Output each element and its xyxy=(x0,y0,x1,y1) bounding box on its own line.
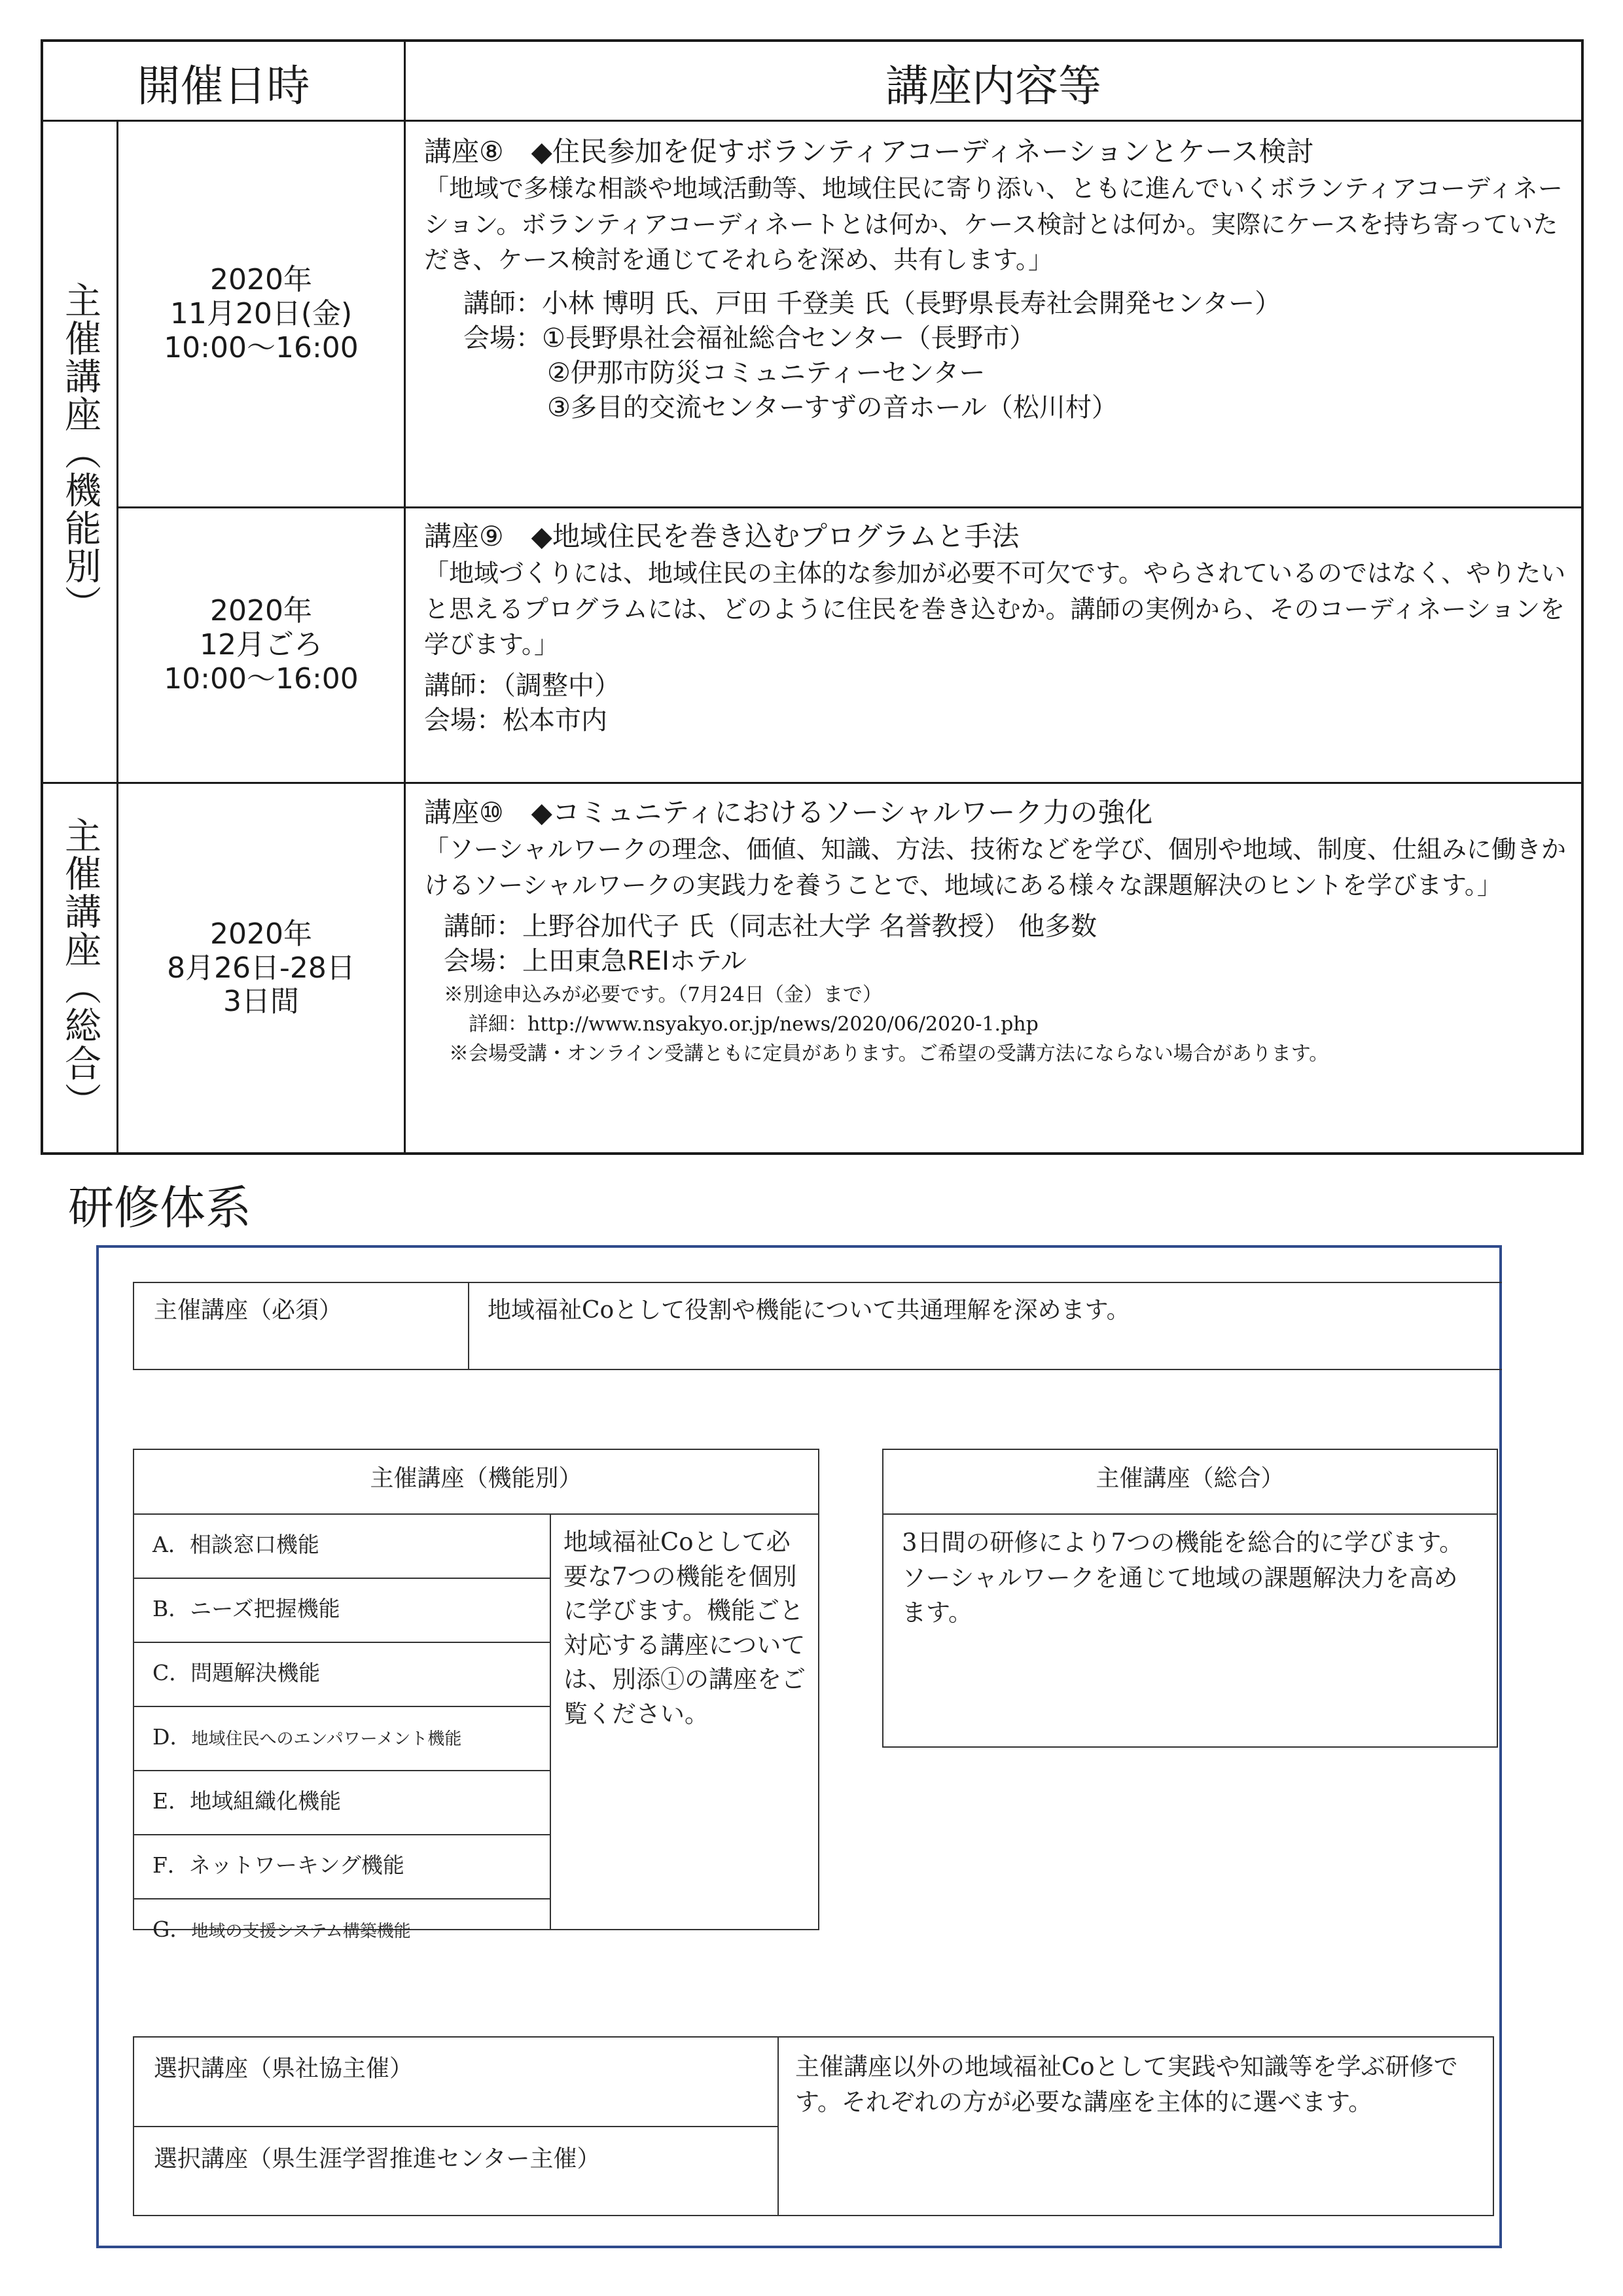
function-item-d xyxy=(152,1720,461,1751)
function-item-c xyxy=(152,1656,320,1687)
function-item-e xyxy=(152,1784,341,1815)
general-box xyxy=(882,1449,1498,1748)
function-name: 地域組織化機能 xyxy=(190,1788,342,1814)
elective-column-divider xyxy=(777,2038,779,2215)
row-2-date xyxy=(118,508,404,782)
row-1-date xyxy=(118,122,404,506)
row-2-description: 「地域づくりには、地域住民の主体的な参加が必要不可欠です。やらされているのではなく、やりたいと思えるプログラムには、どのように住民を巻き込むか。講師の実例から、そのコーディネーションを学びます。」 xyxy=(424,559,1566,660)
row-3-venue: 会場：上田東急REIホテル xyxy=(444,945,747,976)
row-3-note-2[interactable]: 詳細：http://www.nsyakyo.or.jp/news/2020/06/2020-1.php xyxy=(469,1012,1039,1036)
function-divider-3 xyxy=(134,1706,550,1707)
required-row xyxy=(133,1282,1502,1370)
general-label: 主催講座（総合） xyxy=(1096,1465,1285,1492)
row-1-content xyxy=(424,133,1571,425)
function-name: 相談窓口機能 xyxy=(189,1532,319,1557)
function-divider-1 xyxy=(134,1578,550,1579)
general-header-divider xyxy=(883,1513,1497,1515)
function-divider-4 xyxy=(134,1770,550,1771)
function-divider-6 xyxy=(134,1898,550,1899)
header-content: 講座内容等 xyxy=(885,61,1101,111)
row-3-day: 8月26日-28日 xyxy=(167,951,355,985)
function-name: 地域住民へのエンパワーメント機能 xyxy=(191,1729,462,1749)
by-function-column-divider xyxy=(550,1513,551,1929)
required-divider xyxy=(468,1283,469,1369)
row-2-venue: 会場：松本市内 xyxy=(424,705,607,736)
row-3-description: 「ソーシャルワークの理念、価値、知識、方法、技術などを学び、個別や地域、制度、仕組みに働きかけるソーシャルワークの実践力を養うことで、地域にある様々な課題解決のヒントを学びます。」 xyxy=(424,835,1566,900)
function-name: ネットワーキング機能 xyxy=(188,1852,404,1878)
by-function-box xyxy=(133,1449,819,1942)
function-name: 地域の支援システム構築機能 xyxy=(191,1922,411,1941)
row-2-title: 講座⑨ ◆地域住民を巻き込むプログラムと手法 xyxy=(424,520,1020,552)
function-name: 問題解決機能 xyxy=(190,1660,321,1686)
row-2-time: 10:00〜16:00 xyxy=(164,662,359,696)
function-item-b xyxy=(152,1592,340,1623)
by-function-description: 地域福祉Coとして必要な7つの機能を個別に学びます。機能ごと対応する講座については、別添①の講座をご覧ください。 xyxy=(563,1528,806,1728)
row-1-lecturer: 講師：小林 博明 氏、戸田 千登美 氏（長野県長寿社会開発センター） xyxy=(463,289,1281,319)
row-3-year: 2020年 xyxy=(210,917,312,951)
row-3-lecturer: 講師：上野谷加代子 氏（同志社大学 名誉教授） 他多数 xyxy=(444,911,1097,942)
function-letter: E． xyxy=(152,1788,190,1814)
elective-row-divider xyxy=(134,2126,777,2127)
function-item-a xyxy=(152,1528,319,1559)
elective-label-2: 選択講座（県生涯学習推進センター主催） xyxy=(154,2146,601,2172)
row-2-year: 2020年 xyxy=(210,594,312,628)
schedule-table xyxy=(41,39,1584,1155)
system-heading: 研修体系 xyxy=(68,1181,251,1235)
row-1-title: 講座⑧ ◆住民参加を促すボランティアコーディネーションとケース検討 xyxy=(424,135,1314,168)
function-letter: F． xyxy=(152,1852,189,1878)
row-1-time: 10:00〜16:00 xyxy=(164,330,359,364)
row-3-date xyxy=(118,784,404,1152)
function-letter: G． xyxy=(152,1916,192,1942)
general-description: 3日間の研修により7つの機能を総合的に学びます。ソーシャルワークを通じて地域の課題解決力を高めます。 xyxy=(902,1528,1464,1627)
function-letter: C． xyxy=(152,1660,191,1686)
function-item-f xyxy=(152,1848,404,1879)
required-label: 主催講座（必須） xyxy=(154,1297,343,1324)
elective-box xyxy=(133,2036,1494,2216)
row-3-duration: 3日間 xyxy=(223,985,299,1019)
row-3-note-3: ※会場受講・オンライン受講ともに定員があります。ご希望の受講方法にならない場合があります。 xyxy=(449,1042,1329,1065)
function-letter: B． xyxy=(152,1596,190,1621)
by-function-label: 主催講座（機能別） xyxy=(370,1465,582,1492)
category-sougou: 主催講座（総合） xyxy=(59,816,101,1120)
row-1-year: 2020年 xyxy=(210,263,312,297)
row-1-description: 「地域で多様な相談や地域活動等、地域住民に寄り添い、ともに進んでいくボランティアコーディネーション。ボランティアコーディネートとは何か、ケース検討とは何か。実際にケースを持ち寄っていただき、ケース検討を通じてそれらを深め、共有します。」 xyxy=(424,174,1563,275)
row-2-day: 12月ごろ xyxy=(200,628,323,662)
row-1-day: 11月20日(金) xyxy=(169,297,353,331)
column-divider xyxy=(404,42,406,1152)
row-2-content xyxy=(424,518,1571,738)
function-name: ニーズ把握機能 xyxy=(190,1596,340,1621)
category-kinou: 主催講座（機能別） xyxy=(59,281,101,623)
function-letter: D． xyxy=(152,1724,192,1750)
required-description: 地域福祉Coとして役割や機能について共通理解を深めます。 xyxy=(488,1297,1130,1324)
elective-description: 主催講座以外の地域福祉Coとして実践や知識等を学ぶ研修です。それぞれの方が必要な講座を主体的に選べます。 xyxy=(795,2053,1458,2116)
row-1-venue-2: ②伊那市防災コミュニティーセンター xyxy=(547,358,986,389)
function-letter: A． xyxy=(152,1532,190,1557)
function-divider-5 xyxy=(134,1834,550,1835)
row-1-venue-3: ③多目的交流センターすずの音ホール（松川村） xyxy=(547,392,1118,423)
elective-label-1: 選択講座（県社協主催） xyxy=(154,2055,414,2082)
header-date: 開催日時 xyxy=(137,61,310,111)
row-3-content xyxy=(424,794,1571,1069)
row-3-title: 講座⑩ ◆コミュニティにおけるソーシャルワーク力の強化 xyxy=(424,796,1153,828)
row-2-lecturer: 講師：（調整中） xyxy=(424,671,620,701)
system-frame xyxy=(96,1245,1502,2248)
by-function-header-divider xyxy=(134,1513,818,1515)
row-1-venue-1: 会場：①長野県社会福祉総合センター（長野市） xyxy=(463,323,1036,354)
row-3-note-1: ※別途申込みが必要です。（7月24日（金）まで） xyxy=(444,983,882,1006)
function-item-g xyxy=(152,1913,411,1943)
function-divider-2 xyxy=(134,1642,550,1643)
